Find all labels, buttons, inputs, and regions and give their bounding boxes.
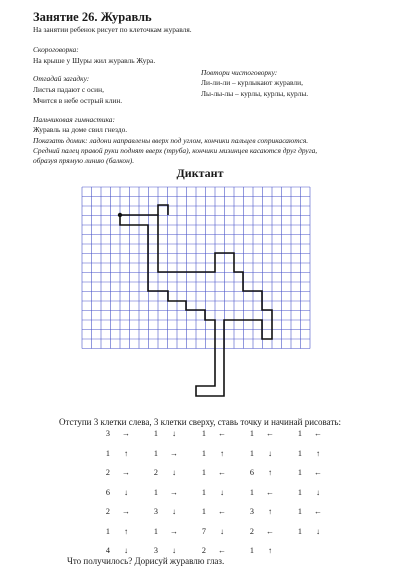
step-count: 2 <box>105 468 110 477</box>
step-count: 1 <box>249 546 254 555</box>
step-count: 1 <box>249 487 254 497</box>
step-count: 1 <box>297 448 302 458</box>
arrow-left-icon: ← <box>218 507 226 516</box>
riddle-label: Отгадай загадку: <box>33 74 90 83</box>
riddle-line-1: Листья падают с осин, <box>33 85 104 94</box>
step-count: 1 <box>201 487 206 497</box>
dictation-step <box>292 506 324 517</box>
arrow-left-icon: ← <box>266 429 274 438</box>
step-count: 1 <box>297 429 302 438</box>
crane-head-notch <box>158 205 168 215</box>
arrow-down-icon: ↓ <box>316 526 320 536</box>
dictation-step <box>148 428 180 439</box>
step-count: 1 <box>153 448 158 458</box>
arrow-up-icon: ↑ <box>316 448 320 458</box>
arrow-right-icon: → <box>170 448 178 458</box>
arrow-down-icon: ↓ <box>124 487 128 497</box>
step-count: 2 <box>153 468 158 477</box>
dictation-step <box>196 545 228 556</box>
dictation-step <box>196 506 228 517</box>
repeat-line-2: Лы-лы-лы – курлы, курлы, курлы. <box>201 89 309 98</box>
step-count: 3 <box>249 507 254 516</box>
arrow-up-icon: ↑ <box>124 526 128 536</box>
arrow-left-icon: ← <box>266 526 274 536</box>
dictation-step <box>244 448 276 459</box>
tongue-twister-text: На крыше у Шуры жил журавль Жура. <box>33 56 156 65</box>
arrow-down-icon: ↓ <box>220 487 224 497</box>
repeat-line-1: Ли-ли-ли – курлыкают журавли, <box>201 78 303 87</box>
dictation-step <box>148 506 180 517</box>
dictation-step <box>148 487 180 498</box>
step-count: 1 <box>201 507 206 516</box>
arrow-up-icon: ↑ <box>124 448 128 458</box>
dictation-step <box>100 428 132 439</box>
step-count: 1 <box>297 526 302 536</box>
arrow-down-icon: ↓ <box>268 448 272 458</box>
step-count: 1 <box>297 507 302 516</box>
dictation-step <box>244 506 276 517</box>
step-count: 2 <box>105 507 110 516</box>
finger-gym-line-4: образуя прямую линию (балкон). <box>33 156 135 165</box>
dictation-step <box>100 545 132 556</box>
step-count: 3 <box>105 429 110 438</box>
dictation-step <box>100 448 132 459</box>
dictation-instruction: Отступи 3 клетки слева, 3 клетки сверху, ставь точку и начинай рисовать: <box>59 417 341 427</box>
dictation-step <box>100 506 132 517</box>
dictation-step <box>148 545 180 556</box>
lesson-intro: На занятии ребенок рисует по клеточкам журавля. <box>33 25 192 34</box>
grid-lines <box>82 187 310 349</box>
step-count: 1 <box>201 429 206 438</box>
arrow-down-icon: ↓ <box>172 546 176 555</box>
tongue-twister-label: Скороговорка: <box>33 45 79 54</box>
finger-gym-label: Пальчиковая гимнастика: <box>33 115 115 124</box>
arrow-down-icon: ↓ <box>316 487 320 497</box>
dictation-step <box>196 448 228 459</box>
dictation-step <box>292 428 324 439</box>
dictation-step <box>244 487 276 498</box>
arrow-right-icon: → <box>122 468 130 477</box>
step-count: 6 <box>249 468 254 477</box>
arrow-up-icon: ↑ <box>268 468 272 477</box>
arrow-right-icon: → <box>122 429 130 438</box>
dictation-step <box>196 428 228 439</box>
step-count: 1 <box>153 487 158 497</box>
arrow-down-icon: ↓ <box>124 546 128 555</box>
arrow-down-icon: ↓ <box>172 507 176 516</box>
step-count: 1 <box>297 487 302 497</box>
step-count: 1 <box>249 448 254 458</box>
step-count: 6 <box>105 487 110 497</box>
arrow-right-icon: → <box>170 487 178 497</box>
arrow-left-icon: ← <box>218 546 226 555</box>
dictation-step <box>100 487 132 498</box>
dictation-step <box>292 487 324 498</box>
dictation-step <box>100 526 132 537</box>
step-count: 3 <box>153 507 158 516</box>
dictation-step <box>100 467 132 478</box>
arrow-left-icon: ← <box>314 507 322 516</box>
arrow-left-icon: ← <box>266 487 274 497</box>
step-count: 1 <box>105 448 110 458</box>
dictation-step <box>292 526 324 537</box>
dictation-step <box>148 467 180 478</box>
arrow-down-icon: ↓ <box>220 526 224 536</box>
arrow-left-icon: ← <box>218 468 226 477</box>
arrow-left-icon: ← <box>314 468 322 477</box>
dictation-footer: Что получилось? Дорисуй журавлю глаз. <box>67 556 225 566</box>
dictation-step <box>244 467 276 478</box>
arrow-left-icon: ← <box>218 429 226 438</box>
riddle-line-2: Мчится в небе острый клин. <box>33 96 123 105</box>
arrow-left-icon: ← <box>314 429 322 438</box>
arrow-up-icon: ↑ <box>268 507 272 516</box>
step-count: 1 <box>201 448 206 458</box>
dictation-step <box>292 448 324 459</box>
repeat-label: Повтори чистоговорку: <box>201 68 278 77</box>
arrow-right-icon: → <box>122 507 130 516</box>
step-count: 1 <box>105 526 110 536</box>
dictation-step <box>196 467 228 478</box>
step-count: 1 <box>153 429 158 438</box>
finger-gym-line-2: Показать домик: ладони направлены вверх под углом, кончики пальцев соприкасаются. <box>33 136 309 145</box>
arrow-right-icon: → <box>170 526 178 536</box>
dictation-step <box>244 545 276 556</box>
step-count: 1 <box>153 526 158 536</box>
start-point <box>118 213 122 217</box>
step-count: 1 <box>201 468 206 477</box>
dictation-step <box>148 448 180 459</box>
step-count: 2 <box>249 526 254 536</box>
finger-gym-line-1: Журавль на доме свил гнездо. <box>33 125 128 134</box>
step-count: 2 <box>201 546 206 555</box>
step-count: 1 <box>297 468 302 477</box>
dictation-step <box>244 526 276 537</box>
lesson-title: Занятие 26. Журавль <box>33 10 152 24</box>
dictation-step <box>244 428 276 439</box>
step-count: 1 <box>249 429 254 438</box>
step-count: 4 <box>105 546 110 555</box>
dictation-heading: Диктант <box>176 166 224 180</box>
finger-gym-line-3: Средний палец правой руки поднят вверх (труба), кончики мизинцев касаются друг друга, <box>33 146 318 155</box>
step-count: 3 <box>153 546 158 555</box>
dictation-step <box>292 467 324 478</box>
arrow-down-icon: ↓ <box>172 429 176 438</box>
arrow-down-icon: ↓ <box>172 468 176 477</box>
step-count: 7 <box>201 526 206 536</box>
dictation-step <box>148 526 180 537</box>
arrow-up-icon: ↑ <box>268 546 272 555</box>
dictation-step <box>196 526 228 537</box>
dictation-step <box>196 487 228 498</box>
arrow-up-icon: ↑ <box>220 448 224 458</box>
